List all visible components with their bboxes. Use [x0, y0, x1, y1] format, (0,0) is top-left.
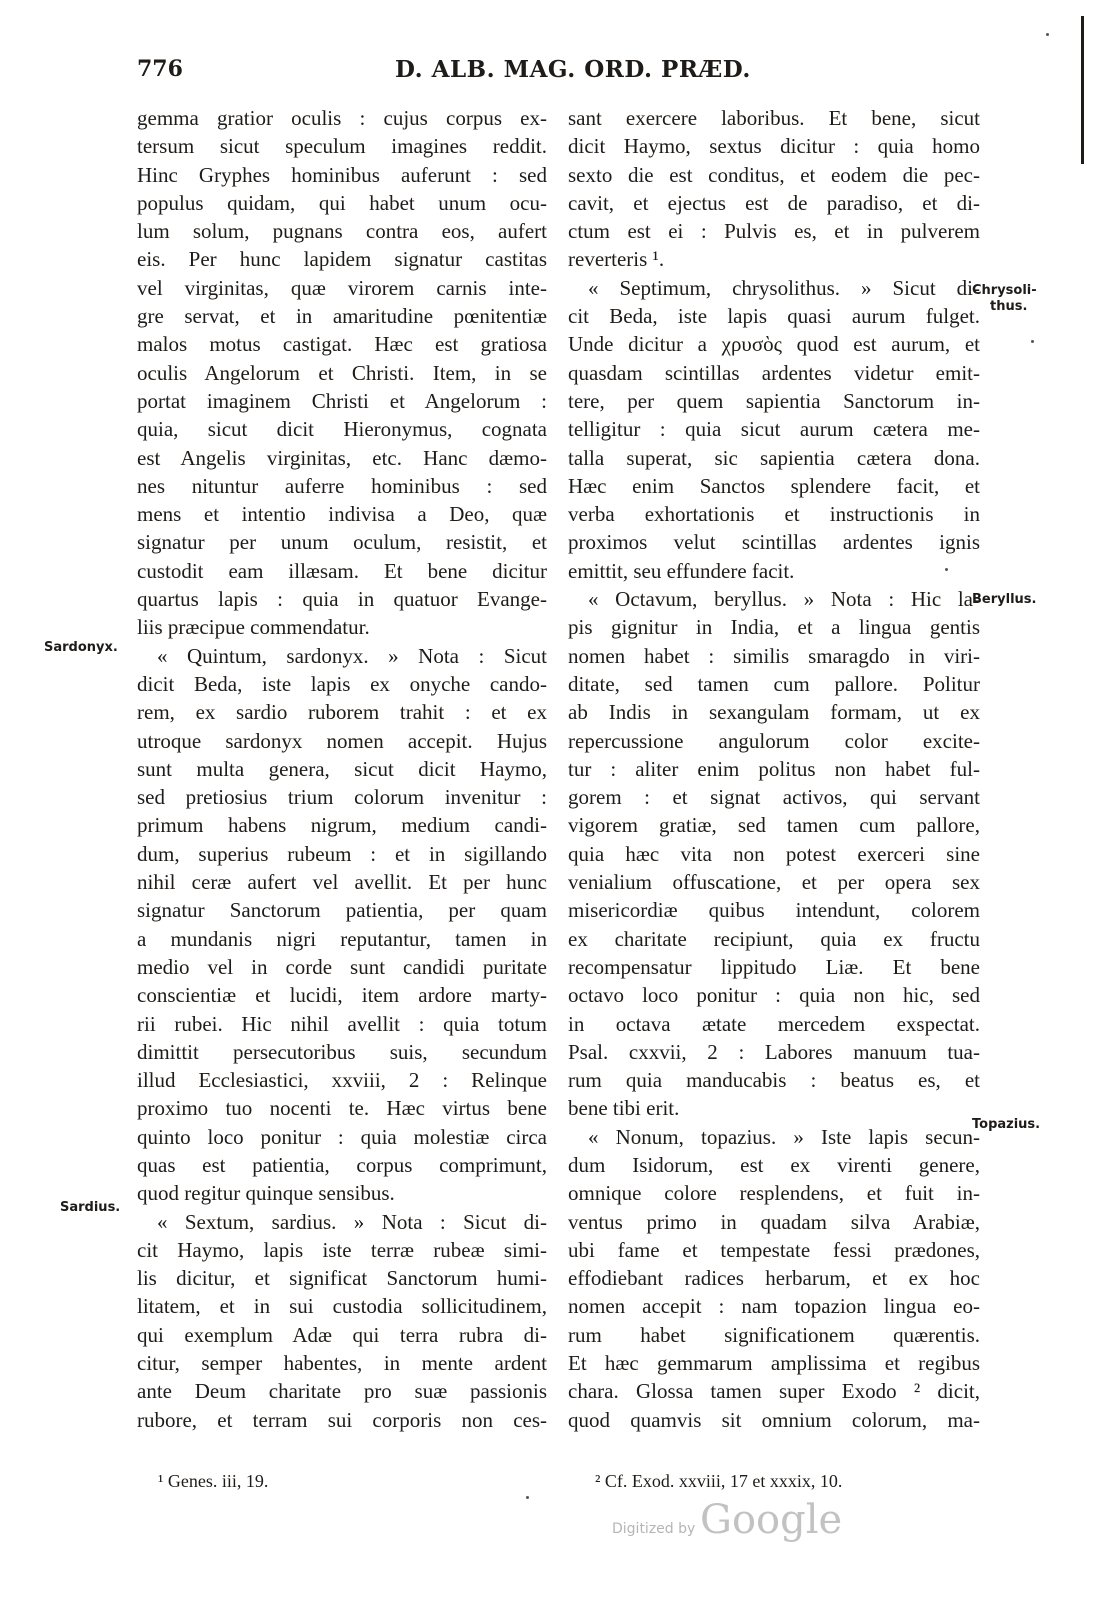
text-line: quia hæc vita non potest exerceri sine: [568, 841, 980, 866]
running-header: [0, 56, 1102, 90]
text-line: dicit Beda, iste lapis ex onyche cando-: [137, 671, 547, 696]
text-line: pis gignitur in India, et a lingua gentis: [568, 615, 980, 640]
text-line: nomen habet : similis smaragdo in viri-: [568, 643, 980, 668]
text-line: cavit, et ejectus est de paradiso, et di-: [568, 190, 980, 215]
text-line: telligitur : quia sicut aurum cætera me-: [568, 417, 980, 442]
text-line: nihil ceræ aufert vel avellit. Et per hunc: [137, 870, 547, 895]
text-line: lis dicitur, et significat Sanctorum humi-: [137, 1266, 547, 1291]
text-line: misericordiæ quibus intendunt, colorem: [568, 898, 980, 923]
text-line: chara. Glossa tamen super Exodo ² dicit,: [568, 1379, 980, 1404]
text-line: ctum est ei : Pulvis es, et in pulverem: [568, 219, 980, 244]
text-line: emittit, seu effundere facit.: [568, 558, 795, 583]
text-line: quia, sicut dicit Hieronymus, cognata: [137, 417, 547, 442]
text-line: in octava ætate mercedem exspectat.: [568, 1011, 980, 1036]
text-line: recompensatur lippitudo Liæ. Et bene: [568, 954, 980, 979]
text-line: talla superat, sic sapientia cætera dona.: [568, 445, 980, 470]
text-line: « Nonum, topazius. » Iste lapis secun-: [588, 1124, 980, 1149]
text-line: repercussione angulorum color excite-: [568, 728, 980, 753]
text-line: utroque sardonyx nomen accepit. Hujus: [137, 728, 547, 753]
footnote-1: ¹ Genes. iii, 19.: [158, 1471, 269, 1491]
margin-note-topazius: Topazius.: [972, 1117, 1041, 1132]
text-line: verba exhortationis et instructionis in: [568, 502, 980, 527]
text-line: populus quidam, qui habet unum ocu-: [137, 190, 547, 215]
text-line: custodit eam illæsam. Et bene dicitur: [137, 558, 547, 583]
page-edge-rule: [1081, 16, 1084, 164]
text-line: conscientiæ et lucidi, item ardore marty-: [137, 983, 547, 1008]
text-line: octavo loco ponitur : quia non hic, sed: [568, 983, 980, 1008]
text-line: dum Isidorum, est ex virenti genere,: [568, 1152, 980, 1177]
page-number: 776: [137, 56, 183, 82]
text-line: cit Beda, iste lapis quasi aurum fulget.: [568, 304, 980, 329]
watermark-digitized-by: Digitized by: [612, 1521, 696, 1537]
text-line: citur, semper habentes, in mente ardent: [137, 1351, 547, 1376]
text-line: venialium offuscatione, et per opera sex: [568, 870, 980, 895]
text-line: effodiebant radices herbarum, et ex hoc: [568, 1266, 980, 1291]
text-line: rum habet significationem quærentis.: [568, 1322, 980, 1347]
print-speck: [526, 1496, 529, 1499]
text-line: quas est patientia, corpus comprimunt,: [137, 1152, 547, 1177]
text-line: Hæc enim Sanctos splendere facit, et: [568, 473, 980, 498]
text-line: « Octavum, beryllus. » Nota : Hic la-: [588, 587, 980, 612]
text-line: bene tibi erit.: [568, 1096, 680, 1121]
text-line: dicit Haymo, sextus dicitur : quia homo: [568, 134, 980, 159]
text-line: quod quamvis sit omnium colorum, ma-: [568, 1407, 980, 1432]
text-line: sed pretiosius trium colorum invenitur :: [137, 785, 547, 810]
running-title: D. ALB. MAG. ORD. PRÆD.: [395, 56, 751, 83]
text-line: cit Haymo, lapis iste terræ rubeæ simi-: [137, 1237, 547, 1262]
print-speck: [1046, 33, 1049, 36]
text-line: eis. Per hunc lapidem signatur castitas: [137, 247, 547, 272]
text-line: rubore, et terram sui corporis non ces-: [137, 1407, 547, 1432]
text-line: quod regitur quinque sensibus.: [137, 1181, 395, 1206]
text-line: est Angelis virginitas, etc. Hanc dæmo-: [137, 445, 547, 470]
text-line: Hinc Gryphes hominibus auferunt : sed: [137, 162, 547, 187]
right-text-column: [568, 104, 980, 1434]
text-line: ditate, sed tamen cum pallore. Politur: [568, 671, 980, 696]
text-line: Unde dicitur a χρυσὸς quod est aurum, et: [568, 332, 980, 357]
text-line: lum solum, pugnans contra eos, aufert: [137, 219, 547, 244]
text-line: rii rubei. Hic nihil avellit : quia totum: [137, 1011, 547, 1036]
text-line: dum, superius rubeum : et in sigillando: [137, 841, 547, 866]
margin-note-chrysolithus-2: thus.: [990, 299, 1028, 314]
text-line: sunt multa genera, sicut dicit Haymo,: [137, 756, 547, 781]
print-speck: [945, 568, 948, 571]
text-line: qui exemplum Adæ qui terra rubra di-: [137, 1322, 547, 1347]
margin-note-sardius: Sardius.: [60, 1200, 121, 1215]
text-line: gemma gratior oculis : cujus corpus ex-: [137, 106, 547, 130]
text-line: oculis Angelorum et Christi. Item, in se: [137, 360, 547, 385]
text-line: ventus primo in quadam silva Arabiæ,: [568, 1209, 980, 1234]
text-line: gorem : et signat activos, qui servant: [568, 785, 980, 810]
text-line: Et hæc gemmarum amplissima et regibus: [568, 1351, 980, 1376]
text-line: tere, per quem sapientia Sanctorum in-: [568, 388, 980, 413]
text-line: nomen accepit : nam topazion lingua eo-: [568, 1294, 980, 1319]
text-line: nes nituntur auferre hominibus : sed: [137, 473, 547, 498]
margin-note-sardonyx: Sardonyx.: [44, 640, 118, 655]
text-line: proximos velut scintillas ardentes ignis: [568, 530, 980, 555]
text-line: Psal. cxxvii, 2 : Labores manuum tua-: [568, 1039, 980, 1064]
text-line: ubi fame et tempestate fessi prædones,: [568, 1237, 980, 1262]
text-line: omnique colore resplendens, et fuit in-: [568, 1181, 980, 1206]
text-line: ab Indis in sexangulam formam, ut ex: [568, 700, 980, 725]
text-line: sexto die est conditus, et eodem die pec-: [568, 162, 980, 187]
text-line: tersum sicut speculum imagines reddit.: [137, 134, 547, 159]
text-line: quinto loco ponitur : quia molestiæ circa: [137, 1124, 547, 1149]
text-line: vel virginitas, quæ virorem carnis inte-: [137, 275, 547, 300]
text-line: quasdam scintillas ardentes videtur emit-: [568, 360, 980, 385]
text-line: reverteris ¹.: [568, 247, 665, 272]
print-speck: [1031, 340, 1034, 343]
text-line: portat imaginem Christi et Angelorum :: [137, 388, 547, 413]
text-line: « Quintum, sardonyx. » Nota : Sicut: [157, 643, 547, 668]
text-line: sant exercere laboribus. Et bene, sicut: [568, 106, 980, 130]
text-line: signatur Sanctorum patientia, per quam: [137, 898, 547, 923]
text-line: tur : aliter enim politus non habet ful-: [568, 756, 980, 781]
left-text-column: [137, 104, 547, 1434]
text-line: mens et intentio indivisa a Deo, quæ: [137, 502, 547, 527]
text-line: rum quia manducabis : beatus es, et: [568, 1068, 980, 1093]
text-line: litatem, et in sui custodia sollicitudinem,: [137, 1294, 547, 1319]
text-line: gre servat, et in amaritudine pœnitentiæ: [137, 304, 547, 329]
text-line: medio vel in corde sunt candidi puritate: [137, 954, 547, 979]
text-line: signatur per unum oculum, resistit, et: [137, 530, 547, 555]
footnote-2: ² Cf. Exod. xxviii, 17 et xxxix, 10.: [595, 1471, 843, 1491]
margin-note-beryllus: Beryllus.: [972, 592, 1037, 607]
text-line: malos motus castigat. Hæc est gratiosa: [137, 332, 547, 357]
text-line: « Septimum, chrysolithus. » Sicut di-: [588, 275, 980, 300]
text-line: ex charitate recipiunt, quia ex fructu: [568, 926, 980, 951]
text-line: primum habens nigrum, medium candi-: [137, 813, 547, 838]
text-line: a mundanis nigri reputantur, tamen in: [137, 926, 547, 951]
margin-note-chrysolithus-1: Chrysoli-: [972, 283, 1037, 298]
watermark-google-logo: Google: [700, 1497, 843, 1543]
text-line: rem, ex sardio ruborem trahit : et ex: [137, 700, 547, 725]
text-line: vigorem gratiæ, sed tamen cum pallore,: [568, 813, 980, 838]
text-line: proximo tuo nocenti te. Hæc virtus bene: [137, 1096, 547, 1121]
text-line: quartus lapis : quia in quatuor Evange-: [137, 587, 547, 612]
text-line: liis præcipue commendatur.: [137, 615, 370, 640]
text-line: ante Deum charitate pro suæ passionis: [137, 1379, 547, 1404]
text-line: dimittit persecutoribus suis, secundum: [137, 1039, 547, 1064]
text-line: illud Ecclesiastici, xxviii, 2 : Relinque: [137, 1068, 547, 1093]
text-line: « Sextum, sardius. » Nota : Sicut di-: [157, 1209, 547, 1234]
